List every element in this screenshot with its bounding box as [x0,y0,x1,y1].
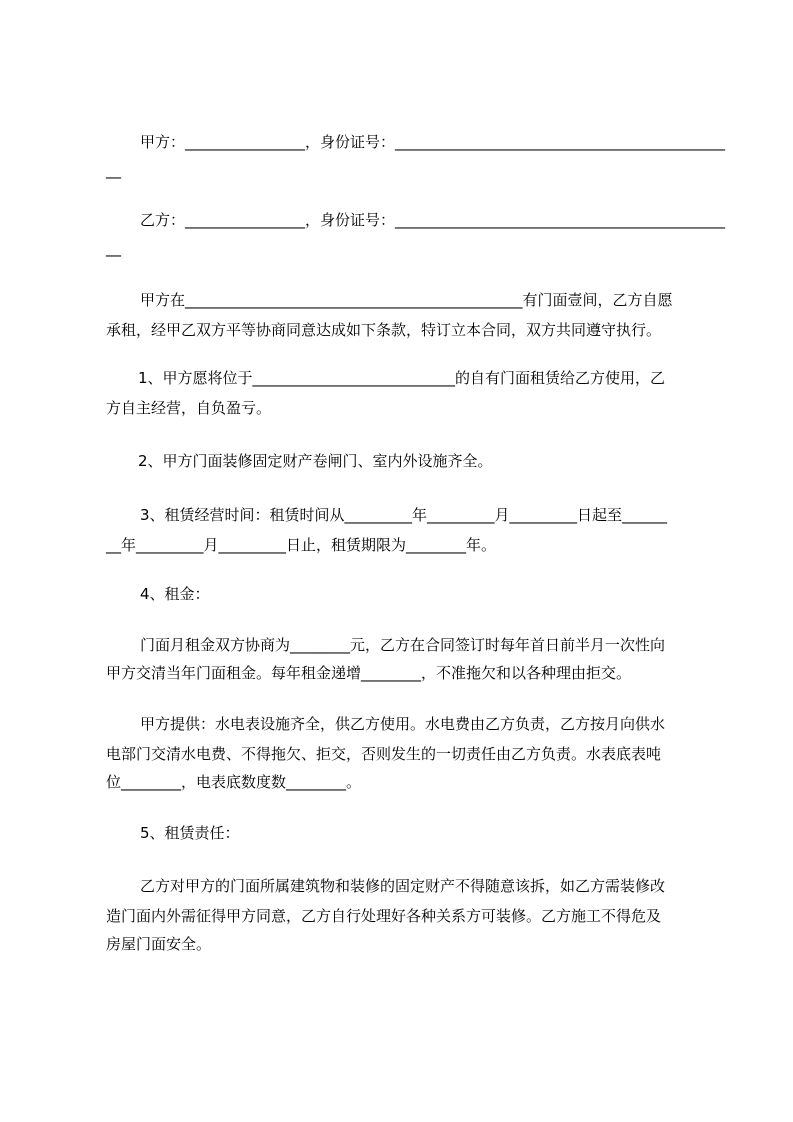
clause-5-line-3: 房屋门面安全。 [106,935,212,953]
utility-line-1: 甲方提供：水电表设施齐全，供乙方使用。水电费由乙方负责，乙方按月向供水 [140,715,666,733]
party-b-line: 乙方：________________，身份证号：____________________________________________ [140,211,726,229]
clause-5-line-2: 造门面内外需征得甲方同意，乙方自行处理好各种关系方可装修。乙方施工不得危及 [106,907,662,925]
clause-2-line: 2、甲方门面装修固定财产卷闸门、室内外设施齐全。 [138,452,493,470]
clause-5-heading: 5、租赁责任： [140,824,240,842]
clause-1-line-2: 方自主经营，自负盈亏。 [106,399,272,417]
clause-1-line-1: 1、甲方愿将位于___________________________的自有门面租赁给乙方使用，乙 [138,369,666,387]
party-b-line-continued: __ [106,239,121,257]
utility-line-3: 位________，电表底数度数________。 [106,773,362,791]
clause-5-line-1: 乙方对甲方的门面所属建筑物和装修的固定财产不得随意该拆，如乙方需装修改 [140,877,666,895]
party-a-line: 甲方：________________，身份证号：____________________________________________ [140,133,726,151]
clause-3-line-1: 3、租赁经营时间：租赁时间从_________年_________月_________日起至______ [140,506,668,524]
intro-line-2: 承租，经甲乙双方平等协商同意达成如下条款，特订立本合同，双方共同遵守执行。 [106,321,662,339]
clause-4-heading: 4、租金： [140,585,210,603]
rent-line-1: 门面月租金双方协商为________元，乙方在合同签订时每年首日前半月一次性向 [140,636,666,654]
clause-3-line-2: __年_________月_________日止，租赁期限为________年。 [106,536,497,554]
rent-line-2: 甲方交清当年门面租金。每年租金递增________，不准拖欠和以各种理由拒交。 [106,664,632,682]
party-a-line-continued: __ [106,161,121,179]
utility-line-2: 电部门交清水电费、不得拖欠、拒交，否则发生的一切责任由乙方负责。水表底表吨 [106,745,662,763]
intro-line-1: 甲方在_____________________________________________有门面壹间，乙方自愿 [140,291,673,309]
